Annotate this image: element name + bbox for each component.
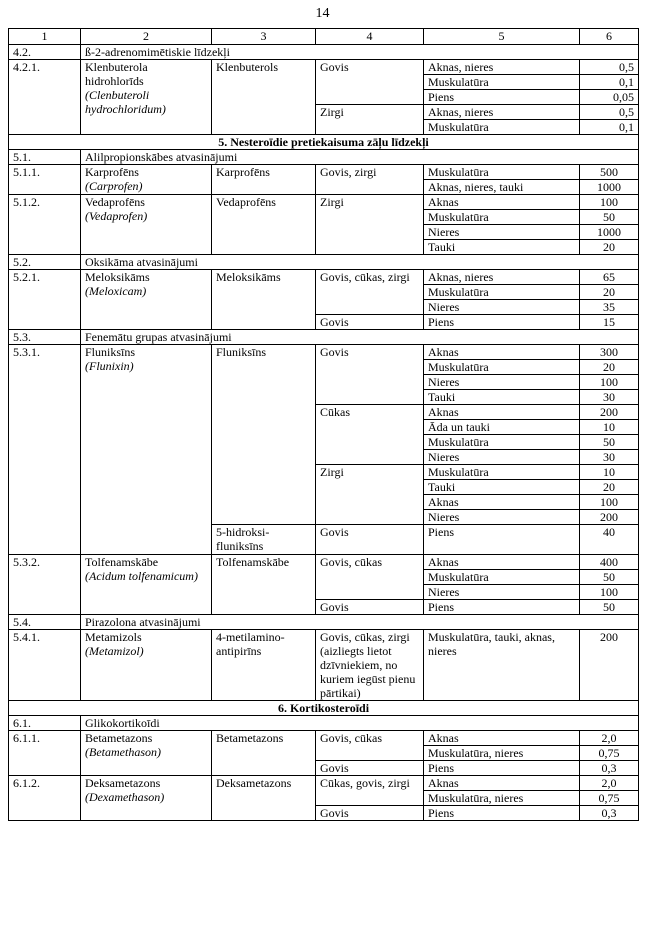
species-cell: Govis bbox=[316, 60, 424, 105]
species-cell: Govis, zirgi bbox=[316, 165, 424, 195]
group-title: Fenemātu grupas atvasinājumi bbox=[81, 330, 639, 345]
substance-cell bbox=[81, 195, 212, 255]
mrl-value: 20 bbox=[580, 240, 639, 255]
substance-latin: (Betamethason) bbox=[85, 745, 161, 759]
tissue-cell: Nieres bbox=[424, 450, 580, 465]
row-code: 4.2. bbox=[9, 45, 81, 60]
table-row bbox=[9, 345, 639, 360]
page-number: 14 bbox=[315, 6, 330, 21]
marker-residue: Klenbuterols bbox=[212, 60, 316, 135]
mrl-value: 10 bbox=[580, 420, 639, 435]
tissue-cell: Aknas bbox=[424, 776, 580, 791]
tissue-cell: Aknas, nieres bbox=[424, 60, 580, 75]
mrl-value: 300 bbox=[580, 345, 639, 360]
marker-residue: Meloksikāms bbox=[212, 270, 316, 330]
tissue-cell: Aknas bbox=[424, 345, 580, 360]
table-row bbox=[9, 270, 639, 285]
substance-latin: (Acidum tolfenamicum) bbox=[85, 569, 198, 583]
tissue-cell: Tauki bbox=[424, 240, 580, 255]
marker-residue: Karprofēns bbox=[212, 165, 316, 195]
species-cell: Govis bbox=[316, 525, 424, 555]
section-heading: 5. Nesteroīdie pretiekaisuma zāļu līdzekļi bbox=[9, 135, 639, 150]
substance-latin: (Metamizol) bbox=[85, 644, 144, 658]
section-row bbox=[9, 701, 639, 716]
table-row bbox=[9, 60, 639, 75]
table-row bbox=[9, 630, 639, 701]
table-row bbox=[9, 776, 639, 791]
table-row bbox=[9, 150, 639, 165]
mrl-value: 400 bbox=[580, 555, 639, 570]
marker-residue: Tolfenamskābe bbox=[212, 555, 316, 615]
tissue-cell: Aknas, nieres, tauki bbox=[424, 180, 580, 195]
mrl-value: 2,0 bbox=[580, 776, 639, 791]
mrl-value: 200 bbox=[580, 405, 639, 420]
tissue-cell: Piens bbox=[424, 315, 580, 330]
group-title: ß-2-adrenomimētiskie līdzekļi bbox=[81, 45, 639, 60]
mrl-value: 50 bbox=[580, 600, 639, 615]
mrl-value: 10 bbox=[580, 465, 639, 480]
row-code: 5.4.1. bbox=[9, 630, 81, 701]
column-header: 3 bbox=[212, 29, 316, 45]
tissue-cell: Aknas, nieres bbox=[424, 270, 580, 285]
mrl-value: 100 bbox=[580, 195, 639, 210]
group-title: Alilpropionskābes atvasinājumi bbox=[81, 150, 639, 165]
species-cell: Govis bbox=[316, 315, 424, 330]
group-title: Pirazolona atvasinājumi bbox=[81, 615, 639, 630]
tissue-cell: Aknas bbox=[424, 555, 580, 570]
species-cell: Zirgi bbox=[316, 105, 424, 135]
species-cell: Zirgi bbox=[316, 195, 424, 255]
mrl-value: 1000 bbox=[580, 180, 639, 195]
mrl-value: 50 bbox=[580, 210, 639, 225]
tissue-cell: Muskulatūra bbox=[424, 75, 580, 90]
table-row bbox=[9, 330, 639, 345]
tissue-cell: Nieres bbox=[424, 375, 580, 390]
substance-cell bbox=[81, 60, 212, 135]
mrl-value: 1000 bbox=[580, 225, 639, 240]
tissue-cell: Muskulatūra bbox=[424, 120, 580, 135]
marker-residue: Betametazons bbox=[212, 731, 316, 776]
table-row bbox=[9, 615, 639, 630]
mrl-value: 500 bbox=[580, 165, 639, 180]
species-cell: Cūkas, govis, zirgi bbox=[316, 776, 424, 806]
table-row bbox=[9, 165, 639, 180]
section-row bbox=[9, 135, 639, 150]
table-row bbox=[9, 45, 639, 60]
substance-name: Tolfenamskābe bbox=[85, 555, 159, 569]
substance-name: Deksametazons bbox=[85, 776, 161, 790]
tissue-cell: Aknas, nieres bbox=[424, 105, 580, 120]
mrl-value: 50 bbox=[580, 570, 639, 585]
tissue-cell: Muskulatūra bbox=[424, 465, 580, 480]
species-cell: Govis bbox=[316, 345, 424, 405]
mrl-value: 100 bbox=[580, 585, 639, 600]
mrl-value: 0,05 bbox=[580, 90, 639, 105]
mrl-value: 20 bbox=[580, 285, 639, 300]
marker-residue: 4-metilamino-antipirīns bbox=[212, 630, 316, 701]
mrl-value: 0,3 bbox=[580, 761, 639, 776]
mrl-value: 0,75 bbox=[580, 791, 639, 806]
mrl-value: 30 bbox=[580, 450, 639, 465]
tissue-cell: Āda un tauki bbox=[424, 420, 580, 435]
tissue-cell: Piens bbox=[424, 600, 580, 615]
marker-residue: Vedaprofēns bbox=[212, 195, 316, 255]
mrl-value: 100 bbox=[580, 495, 639, 510]
tissue-cell: Aknas bbox=[424, 495, 580, 510]
row-code: 5.3.2. bbox=[9, 555, 81, 615]
marker-residue: Fluniksīns bbox=[212, 345, 316, 525]
substance-cell bbox=[81, 345, 212, 555]
mrl-table bbox=[8, 28, 639, 821]
substance-name: Betametazons bbox=[85, 731, 153, 745]
row-code: 5.3.1. bbox=[9, 345, 81, 555]
mrl-value: 200 bbox=[580, 630, 639, 701]
group-title: Glikokortikoīdi bbox=[81, 716, 639, 731]
mrl-value: 0,75 bbox=[580, 746, 639, 761]
mrl-value: 40 bbox=[580, 525, 639, 555]
mrl-value: 65 bbox=[580, 270, 639, 285]
column-header: 6 bbox=[580, 29, 639, 45]
row-code: 6.1.2. bbox=[9, 776, 81, 821]
tissue-cell: Nieres bbox=[424, 510, 580, 525]
species-cell: Govis bbox=[316, 806, 424, 821]
tissue-cell: Muskulatūra, tauki, aknas, nieres bbox=[424, 630, 580, 701]
substance-latin: (Flunixin) bbox=[85, 359, 134, 373]
column-header: 1 bbox=[9, 29, 81, 45]
table-row bbox=[9, 555, 639, 570]
tissue-cell: Aknas bbox=[424, 405, 580, 420]
substance-latin: (Dexamethason) bbox=[85, 790, 165, 804]
substance-latin: (Meloxicam) bbox=[85, 284, 147, 298]
mrl-value: 100 bbox=[580, 375, 639, 390]
section-heading: 6. Kortikosteroīdi bbox=[9, 701, 639, 716]
column-header: 2 bbox=[81, 29, 212, 45]
row-code: 5.1. bbox=[9, 150, 81, 165]
table-row bbox=[9, 731, 639, 746]
tissue-cell: Muskulatūra bbox=[424, 285, 580, 300]
tissue-cell: Piens bbox=[424, 90, 580, 105]
table-row bbox=[9, 716, 639, 731]
species-cell: Govis, cūkas, zirgi (aizliegts lietot dzīvniekiem, no kuriem iegūst pienu pārtikai) bbox=[316, 630, 424, 701]
column-header-row bbox=[9, 29, 639, 45]
row-code: 5.2. bbox=[9, 255, 81, 270]
species-cell: Govis, cūkas bbox=[316, 555, 424, 600]
group-title: Oksikāma atvasinājumi bbox=[81, 255, 639, 270]
mrl-value: 2,0 bbox=[580, 731, 639, 746]
table-row bbox=[9, 195, 639, 210]
tissue-cell: Muskulatūra bbox=[424, 360, 580, 375]
row-code: 6.1.1. bbox=[9, 731, 81, 776]
tissue-cell: Aknas bbox=[424, 195, 580, 210]
row-code: 4.2.1. bbox=[9, 60, 81, 135]
mrl-value: 0,5 bbox=[580, 105, 639, 120]
substance-name: Metamizols bbox=[85, 630, 142, 644]
species-cell: Govis, cūkas, zirgi bbox=[316, 270, 424, 315]
mrl-value: 0,1 bbox=[580, 75, 639, 90]
species-cell: Zirgi bbox=[316, 465, 424, 525]
marker-residue: 5-hidroksi-fluniksīns bbox=[212, 525, 316, 555]
row-code: 5.1.2. bbox=[9, 195, 81, 255]
substance-name: Karprofēns bbox=[85, 165, 139, 179]
tissue-cell: Muskulatūra bbox=[424, 435, 580, 450]
table-row bbox=[9, 255, 639, 270]
tissue-cell: Muskulatūra bbox=[424, 165, 580, 180]
mrl-value: 0,1 bbox=[580, 120, 639, 135]
substance-name: Klenbuterola hidrohlorīds bbox=[85, 60, 148, 88]
tissue-cell: Nieres bbox=[424, 225, 580, 240]
mrl-value: 200 bbox=[580, 510, 639, 525]
mrl-value: 0,5 bbox=[580, 60, 639, 75]
substance-cell bbox=[81, 776, 212, 821]
mrl-value: 35 bbox=[580, 300, 639, 315]
substance-name: Vedaprofēns bbox=[85, 195, 145, 209]
substance-name: Meloksikāms bbox=[85, 270, 150, 284]
tissue-cell: Aknas bbox=[424, 731, 580, 746]
substance-cell bbox=[81, 555, 212, 615]
substance-name: Fluniksīns bbox=[85, 345, 136, 359]
tissue-cell: Nieres bbox=[424, 300, 580, 315]
tissue-cell: Piens bbox=[424, 806, 580, 821]
substance-cell bbox=[81, 630, 212, 701]
tissue-cell: Muskulatūra bbox=[424, 570, 580, 585]
tissue-cell: Muskulatūra, nieres bbox=[424, 746, 580, 761]
mrl-value: 0,3 bbox=[580, 806, 639, 821]
marker-residue: Deksametazons bbox=[212, 776, 316, 821]
tissue-cell: Muskulatūra, nieres bbox=[424, 791, 580, 806]
tissue-cell: Nieres bbox=[424, 585, 580, 600]
row-code: 5.1.1. bbox=[9, 165, 81, 195]
row-code: 5.4. bbox=[9, 615, 81, 630]
species-cell: Govis bbox=[316, 600, 424, 615]
mrl-value: 50 bbox=[580, 435, 639, 450]
mrl-value: 20 bbox=[580, 360, 639, 375]
substance-cell bbox=[81, 165, 212, 195]
row-code: 5.2.1. bbox=[9, 270, 81, 330]
mrl-value: 30 bbox=[580, 390, 639, 405]
tissue-cell: Piens bbox=[424, 525, 580, 555]
species-cell: Cūkas bbox=[316, 405, 424, 465]
substance-cell bbox=[81, 731, 212, 776]
substance-latin: (Clenbuteroli hydrochloridum) bbox=[85, 88, 166, 116]
row-code: 6.1. bbox=[9, 716, 81, 731]
substance-cell bbox=[81, 270, 212, 330]
row-code: 5.3. bbox=[9, 330, 81, 345]
species-cell: Govis bbox=[316, 761, 424, 776]
species-cell: Govis, cūkas bbox=[316, 731, 424, 761]
column-header: 5 bbox=[424, 29, 580, 45]
mrl-value: 15 bbox=[580, 315, 639, 330]
tissue-cell: Muskulatūra bbox=[424, 210, 580, 225]
tissue-cell: Tauki bbox=[424, 390, 580, 405]
tissue-cell: Tauki bbox=[424, 480, 580, 495]
column-header: 4 bbox=[316, 29, 424, 45]
mrl-value: 20 bbox=[580, 480, 639, 495]
substance-latin: (Carprofen) bbox=[85, 179, 143, 193]
substance-latin: (Vedaprofen) bbox=[85, 209, 148, 223]
tissue-cell: Piens bbox=[424, 761, 580, 776]
